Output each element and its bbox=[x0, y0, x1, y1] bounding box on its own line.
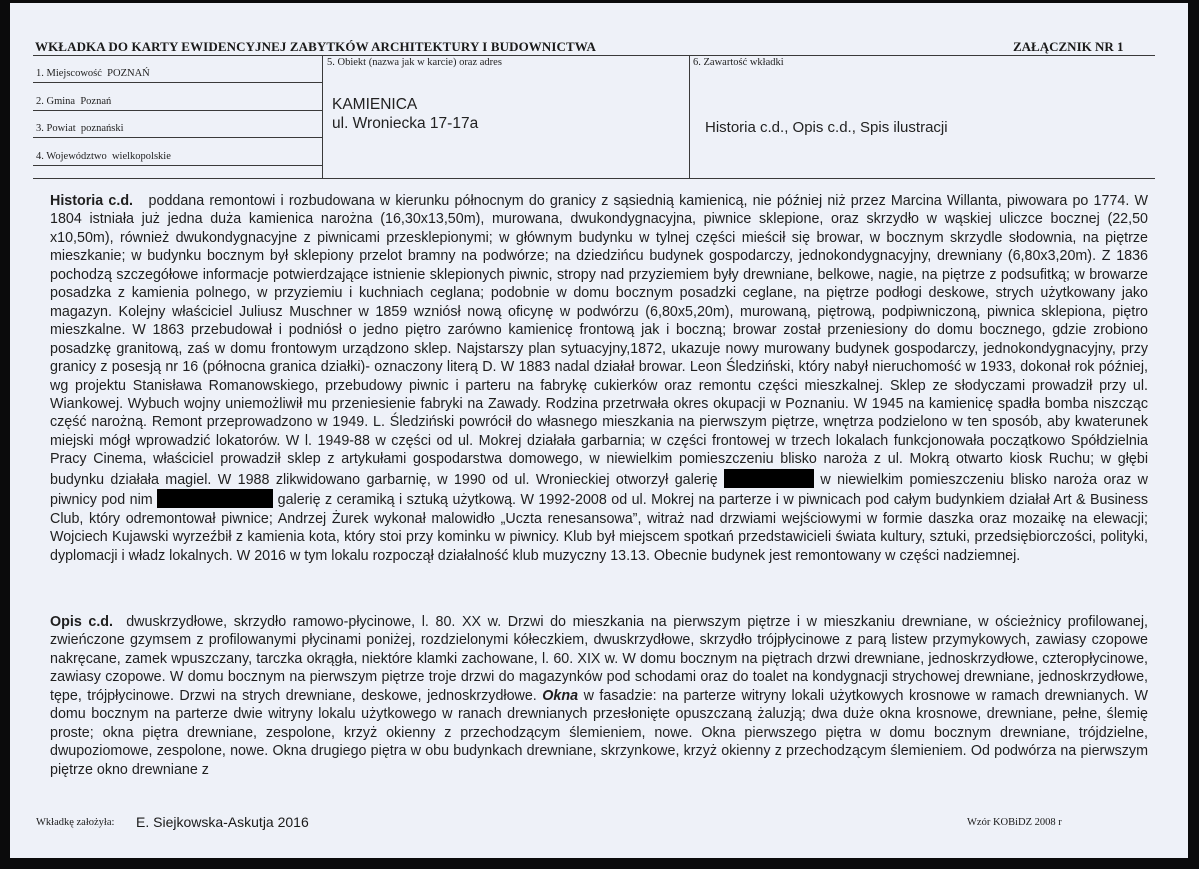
field-voivodeship: 4. Województwo wielkopolskie bbox=[36, 151, 171, 162]
history-heading: Historia c.d. bbox=[50, 193, 134, 209]
author-value: E. Siejkowska-Askutja 2016 bbox=[136, 814, 309, 830]
object-address: ul. Wroniecka 17-17a bbox=[332, 115, 479, 132]
divider-col1 bbox=[322, 55, 323, 178]
title-underline bbox=[33, 55, 1155, 56]
history-text-2: w niewielkim pomieszczeniu blisko naroża oraz w piwnicy pod nim bbox=[50, 471, 1148, 509]
author-label: Wkładkę założyła: bbox=[36, 817, 115, 828]
header-bottom-line bbox=[33, 178, 1155, 179]
description-section bbox=[50, 613, 1148, 779]
description-heading: Opis c.d. bbox=[50, 614, 114, 630]
description-text-2: w fasadzie: na parterze witryny lokali użytkowych krosnowe w ramach drewnianych. W domu bocznym na parterze dwie witryny lokalu użytkowego w ranach drewnianych przesłonięte opuszczaną żaluzją; dwa duże okna krosnowe, drewniane, pełne, ślemię proste; okna piętra drewniane, zespolone, krzyż okienny z przechodzącym ślemieniem, nowe. Okna pierwszego piętra w domu bocznym drewniane, trójdzielne, dwupoziomowe, zespolone, nowe. Okna drugiego piętra w obu budynkach drewniane, skrzynkowe, krzyż okienny z przechodzącym ślemieniem. Od podwórza na pierwszym piętrze okno drewniane z bbox=[50, 687, 1148, 778]
field-commune: 2. Gmina Poznań bbox=[36, 96, 112, 107]
object-name: KAMIENICA bbox=[332, 96, 418, 113]
field-line bbox=[33, 82, 322, 83]
contents-label: 6. Zawartość wkładki bbox=[693, 57, 784, 68]
field-county: 3. Powiat poznański bbox=[36, 123, 124, 134]
windows-subheading: Okna bbox=[542, 687, 579, 704]
description-text-1: dwuskrzydłowe, skrzydło ramowo-płycinowe, l. 80. XX w. Drzwi do mieszkania na pierwszym piętrze i w mieszkaniu drewniane, w ościeżnicy profilowanej, zwieńczone gzymsem z profilowanymi płycinami poniżej, rozdzielonymi kółeczkiem, dwuskrzydłowe, skrzydło trójpłycinowe z parą listew przymykowych, zawiasy czopowe nakręcane, zamek wpuszczany, tarczka okrągła, niektóre klamki zachowane, l. 60. XIX w. W domu bocznym na piętrach drzwi drewniane, jednoskrzydłowe, czteropłycinowe, zawiasy czopowe. W domu bocznym na pierwszym piętrze troje drzwi do magazynków pod schodami oraz do toalet na kondygnacji strychowej drewniane, jednoskrzydłowe, tępe, trójpłycinowe. Drzwi na strych drewniane, deskowe, jednoskrzydłowe. bbox=[50, 614, 1148, 704]
object-block bbox=[332, 95, 478, 133]
field-line bbox=[33, 165, 322, 166]
object-label: 5. Obiekt (nazwa jak w karcie) oraz adres bbox=[327, 57, 502, 68]
redacted-block bbox=[157, 489, 273, 508]
field-locality: 1. Miejscowość POZNAŃ bbox=[36, 68, 150, 79]
field-line bbox=[33, 137, 322, 138]
template-label: Wzór KOBiDZ 2008 r bbox=[967, 817, 1062, 828]
annex-number: ZAŁĄCZNIK NR 1 bbox=[1013, 39, 1124, 54]
field-line bbox=[33, 110, 322, 111]
history-text-3: galerię z ceramiką i sztuką użytkową. W 1992-2008 od ul. Mokrej na parterze i w piwnicach pod całym budynkiem działał Art & Business Club, który odremontował piwnice; Andrzej Żurek wykonał malowidło „Uczta renesansowa”, witraż nad drzwiami wejściowymi w formie daszka oraz mozaikę na elewacji; Wojciech Kujawski wyrzeźbił z kamienia kota, który stoi przy kominku w piwnicy. Klub był miejscem spotkań przedstawicieli świata kultury, sztuki, przedsiębiorczości, polityki, dyplomacji i władz lokalnych. W 2016 w tym lokalu rozpoczął działalność klub muzyczny 13.13. Obecnie budynek jest remontowany w części nadziemnej. bbox=[50, 492, 1149, 564]
redacted-block bbox=[724, 469, 814, 488]
form-title: WKŁADKA DO KARTY EWIDENCYJNEJ ZABYTKÓW ARCHITEKTURY I BUDOWNICTWA bbox=[35, 39, 596, 54]
divider-col2 bbox=[689, 55, 690, 178]
history-text-1: poddana remontowi i rozbudowana w kierunku północnym do granicy z sąsiednią kamienicą, nie później niż przez Marcina Willanta, piwowara po 1774. W 1804 istniała już jedna duża kamienica narożna (16,30x13,50m), murowana, dwukondygnacyjna, piwnice sklepione, oraz skrzydło w wąskiej uliczce bocznej (22,50 x10,50m), również dwukondygnacyjne z piwnicami przesklepionymi; w głównym budynku w tylnej części mieścił się browar, w bocznym skrzydle słodownia, na piętrze mieszkanie; w budynku bocznym był sklepiony przelot bramny na podwórze; na dziedzińcu budynek gospodarczy, jednokondygnacyjny, drewniany (6,80x3,20m). Z 1836 pochodzą szczegółowe informacje potwierdzające istnienie sklepionych piwnic, stropy nad przyziemiem były drewniane, belkowe, nagie, na piętrze z podsufitką; w browarze posadzka z kamienia polnego, w przyziemiu i kuchniach ceglana; podobnie w domu bocznym posadzki ceglane, na piętrze podłogi deskowe, strych użytkowany jako magazyn. Kolejny właściciel Juliusz Muschner w 1859 wzniósł nową oficynę w podwórzu (6,80x5,20m), murowaną, piętrową, podpiwniczoną, piwnica sklepiona, piętro mieszkalne. W 1863 przebudował i podniósł o jedno piętro zarówno kamienicę frontową jak i boczną; browar został przeniesiony do domu bocznego, gdzie zrobiono posadzkę granitową, zaś w domu frontowym urządzono sklep. Najstarszy plan sytuacyjny,1872, ukazuje nowy murowany budynek gospodarczy, jednokondygnacyjny, przy granicy z posesją nr 16 (północna granica działki)- oznaczony literą D. W 1883 nadal działał browar. Leon Śledziński, który nabył nieruchomość w 1933, dokonał rok później, wg projektu Stanisława Romanowskiego, przebudowy piwnic i parteru na fabrykę cukierków oraz remontu części mieszkalnej. Sklep ze słodyczami prowadził przy ul. Wiankowej. Wybuch wojny uniemożliwił mu przeniesienie fabryki na Zawady. Rodzina przetrwała okres okupacji w Poznaniu. W 1945 na kamienicę spadła bomba niszcząc część narożną. Remont przeprowadzono w 1949. L. Śledziński powrócił do własnego mieszkania na pierwszym piętrze, wnętrza podzielono w ten sposób, aby kwaterunek miejski mógł wprowadzić lokatorów. W l. 1949-88 w części od ul. Mokrej działała garbarnia; w części frontowej w trzech lokalach funkcjonowała początkowo Spółdzielnia Pracy Cinema, właściciel prowadził sklep z artykułami gospodarstwa domowego, w niewielkim pomieszczeniu blisko naroża z ul. Mokrą otwarto kiosk Ruchu; w głębi budynku działała magiel. W 1988 zlikwidowano garbarnię, w 1990 od ul. Wronieckiej otworzył galerię bbox=[50, 193, 1148, 488]
contents-value: Historia c.d., Opis c.d., Spis ilustracji bbox=[705, 119, 948, 136]
history-section bbox=[50, 192, 1148, 565]
